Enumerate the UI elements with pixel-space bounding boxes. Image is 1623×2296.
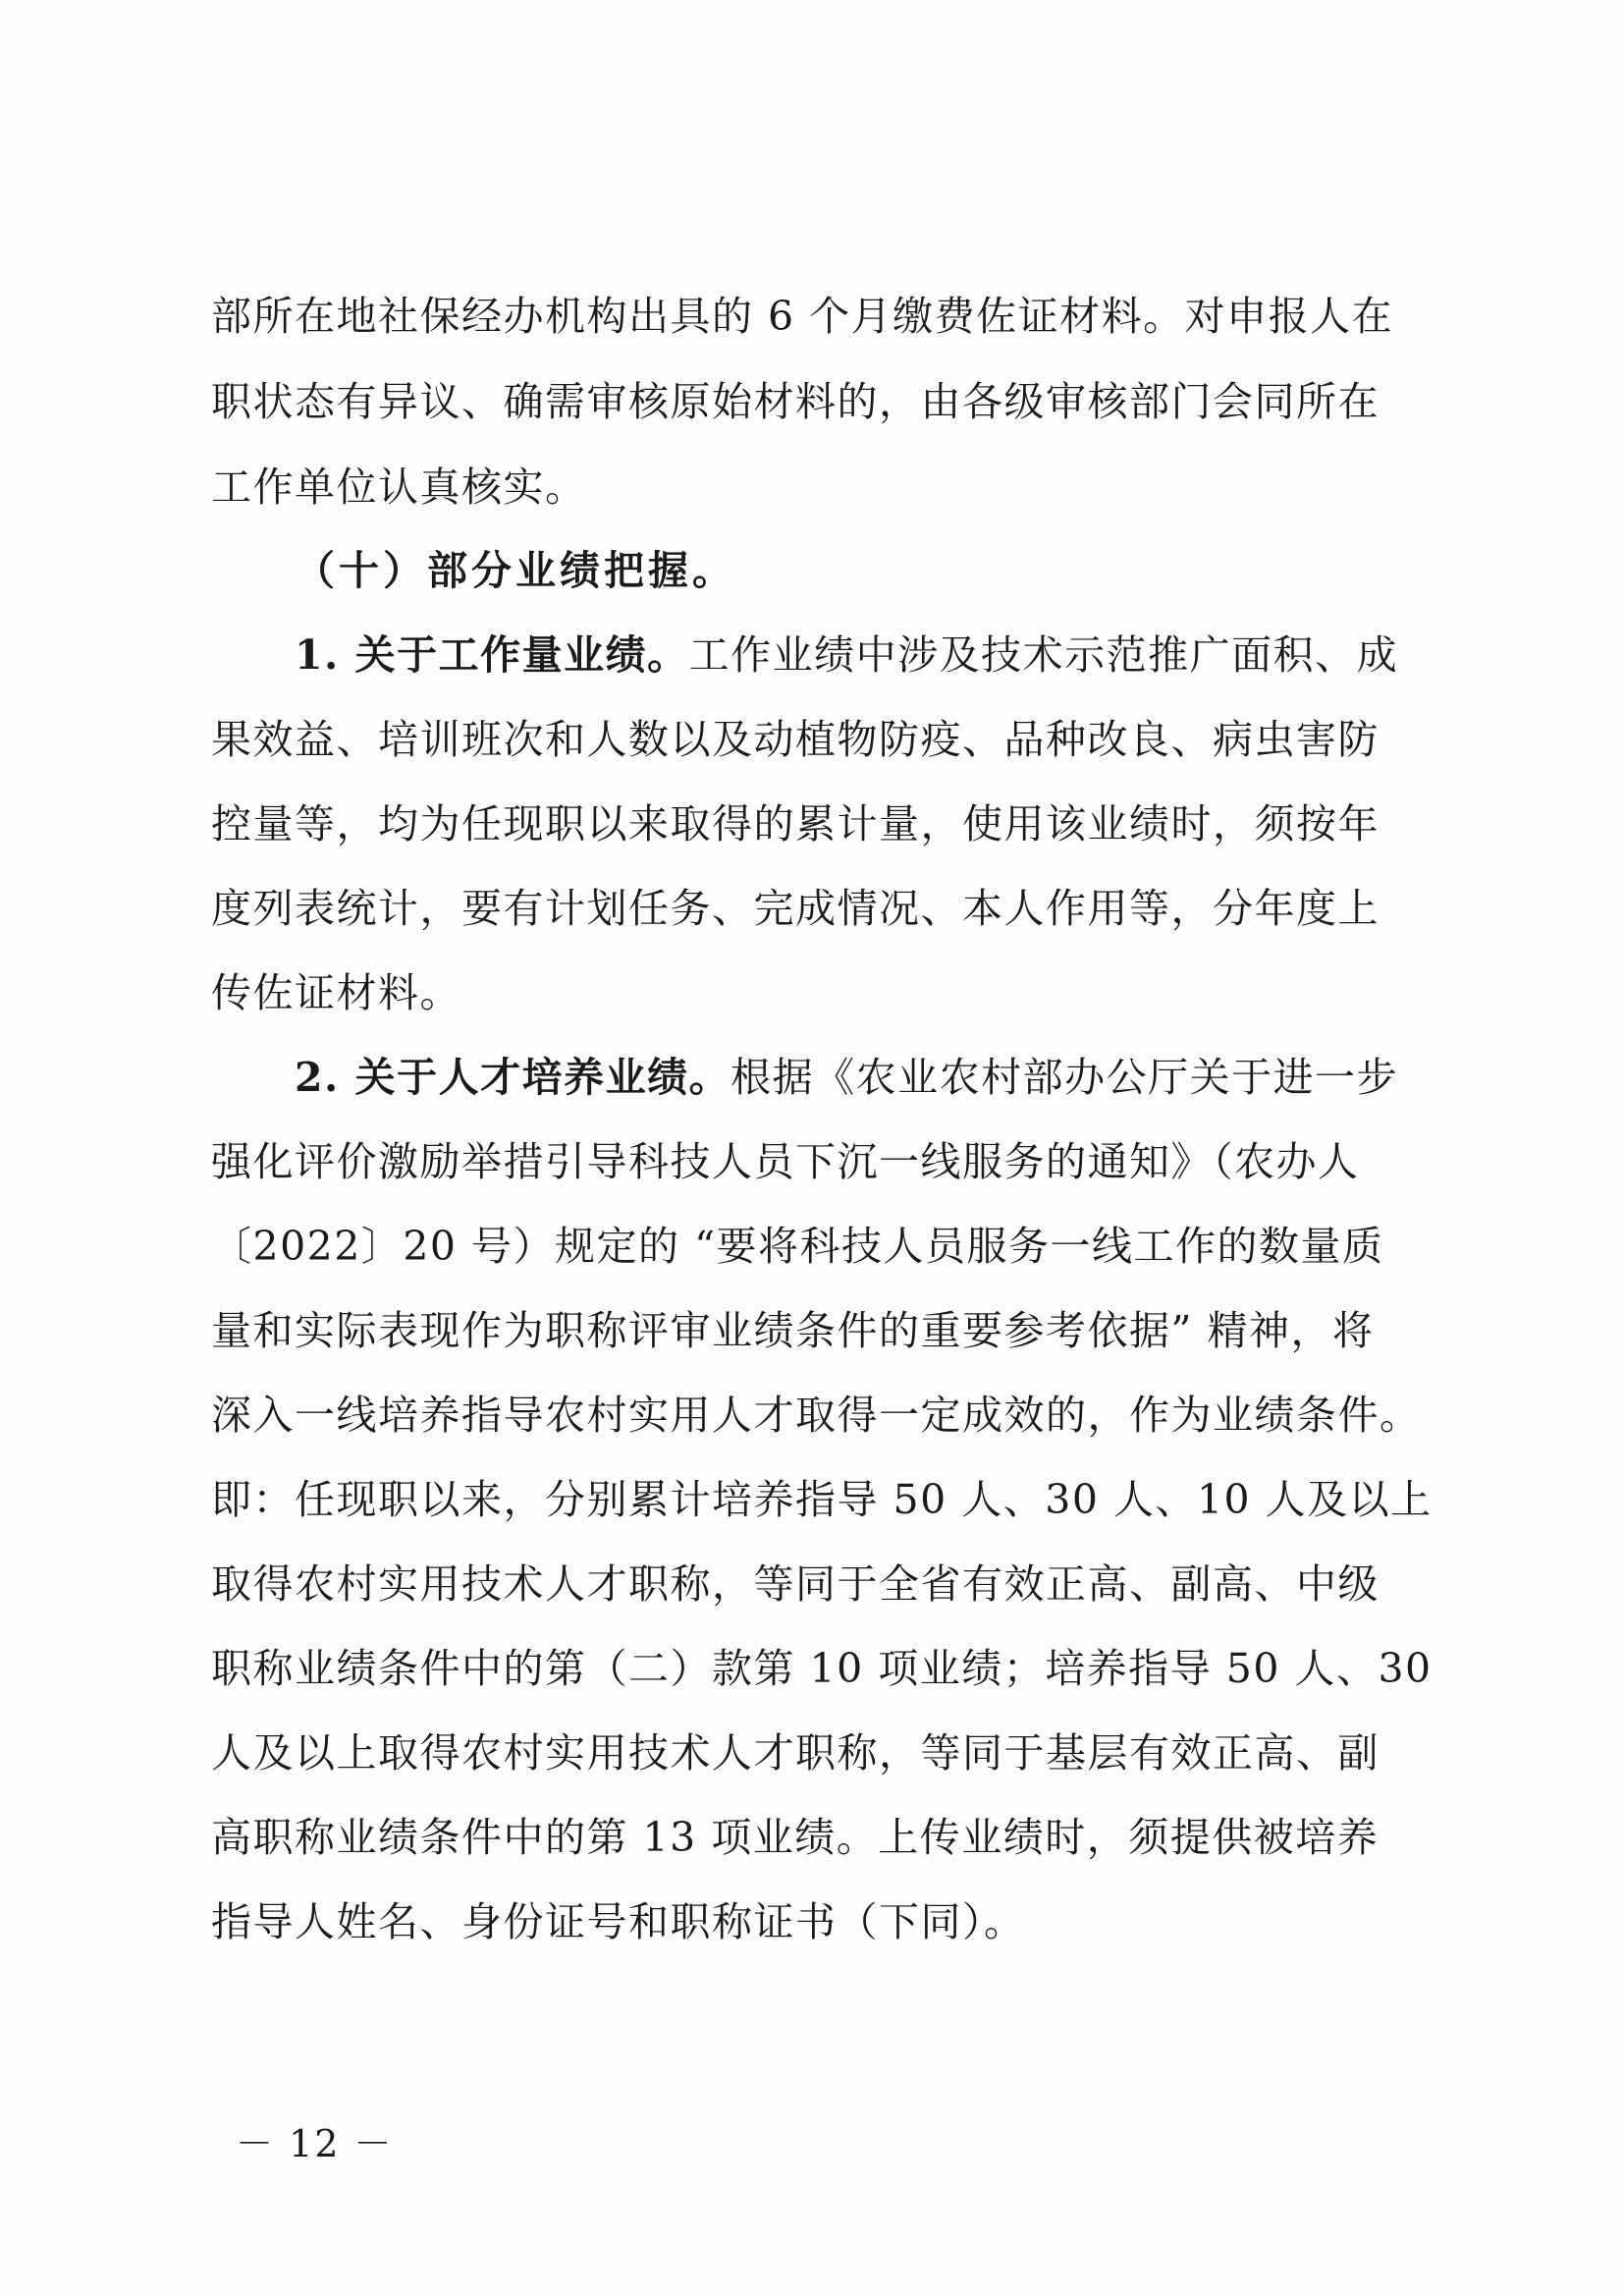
body-text-line: 即：任现职以来，分别累计培养指导 50 人、30 人、10 人及以上 xyxy=(211,1476,1433,1523)
body-text-line: 工作单位认真核实。 xyxy=(211,464,587,511)
item-2-lead: 2. 关于人才培养业绩。 xyxy=(295,1054,731,1101)
body-text-line: 深入一线培养指导农村实用人才取得一定成效的，作为业绩条件。 xyxy=(211,1392,1422,1439)
page-number: － 12 － xyxy=(236,2122,394,2165)
item-2-first-line-text: 根据《农业农村部办公厅关于进一步 xyxy=(730,1054,1399,1101)
item-1-first-line xyxy=(295,631,1502,679)
body-text-line: 人及以上取得农村实用技术人才职称，等同于基层有效正高、副 xyxy=(211,1729,1380,1777)
body-text-line: 职状态有异议、确需审核原始材料的，由各级审核部门会同所在 xyxy=(211,378,1380,425)
item-1-lead: 1. 关于工作量业绩。 xyxy=(295,631,689,679)
body-text-line: 取得农村实用技术人才职称，等同于全省有效正高、副高、中级 xyxy=(211,1560,1380,1608)
body-text-line: 部所在地社保经办机构出具的 6 个月缴费佐证材料。对申报人在 xyxy=(211,293,1394,340)
body-text-line: 〔2022〕20 号）规定的 “要将科技人员服务一线工作的数量质 xyxy=(211,1223,1384,1270)
body-text-line: 职称业绩条件中的第（二）款第 10 项业绩；培养指导 50 人、30 xyxy=(211,1645,1433,1692)
body-text-line: 控量等，均为任现职以来取得的累计量，使用该业绩时，须按年 xyxy=(211,800,1380,847)
body-text-line: 度列表统计，要有计划任务、完成情况、本人作用等，分年度上 xyxy=(211,885,1380,932)
body-text-line: 指导人姓名、身份证号和职称证书（下同）。 xyxy=(211,1898,1026,1945)
section-heading: （十）部分业绩把握。 xyxy=(295,547,736,594)
body-text-line: 传佐证材料。 xyxy=(211,969,461,1016)
body-text-line: 果效益、培训班次和人数以及动植物防疫、品种改良、病虫害防 xyxy=(211,716,1380,763)
item-1-first-line-text: 工作业绩中涉及技术示范推广面积、成 xyxy=(688,631,1399,679)
body-text-line: 高职称业绩条件中的第 13 项业绩。上传业绩时，须提供被培养 xyxy=(211,1814,1380,1861)
body-text-line: 量和实际表现作为职称评审业绩条件的重要参考依据” 精神，将 xyxy=(211,1307,1375,1354)
item-2-first-line xyxy=(295,1054,1502,1101)
body-text-line: 强化评价激励举措引导科技人员下沉一线服务的通知》（农办人 xyxy=(211,1138,1360,1185)
